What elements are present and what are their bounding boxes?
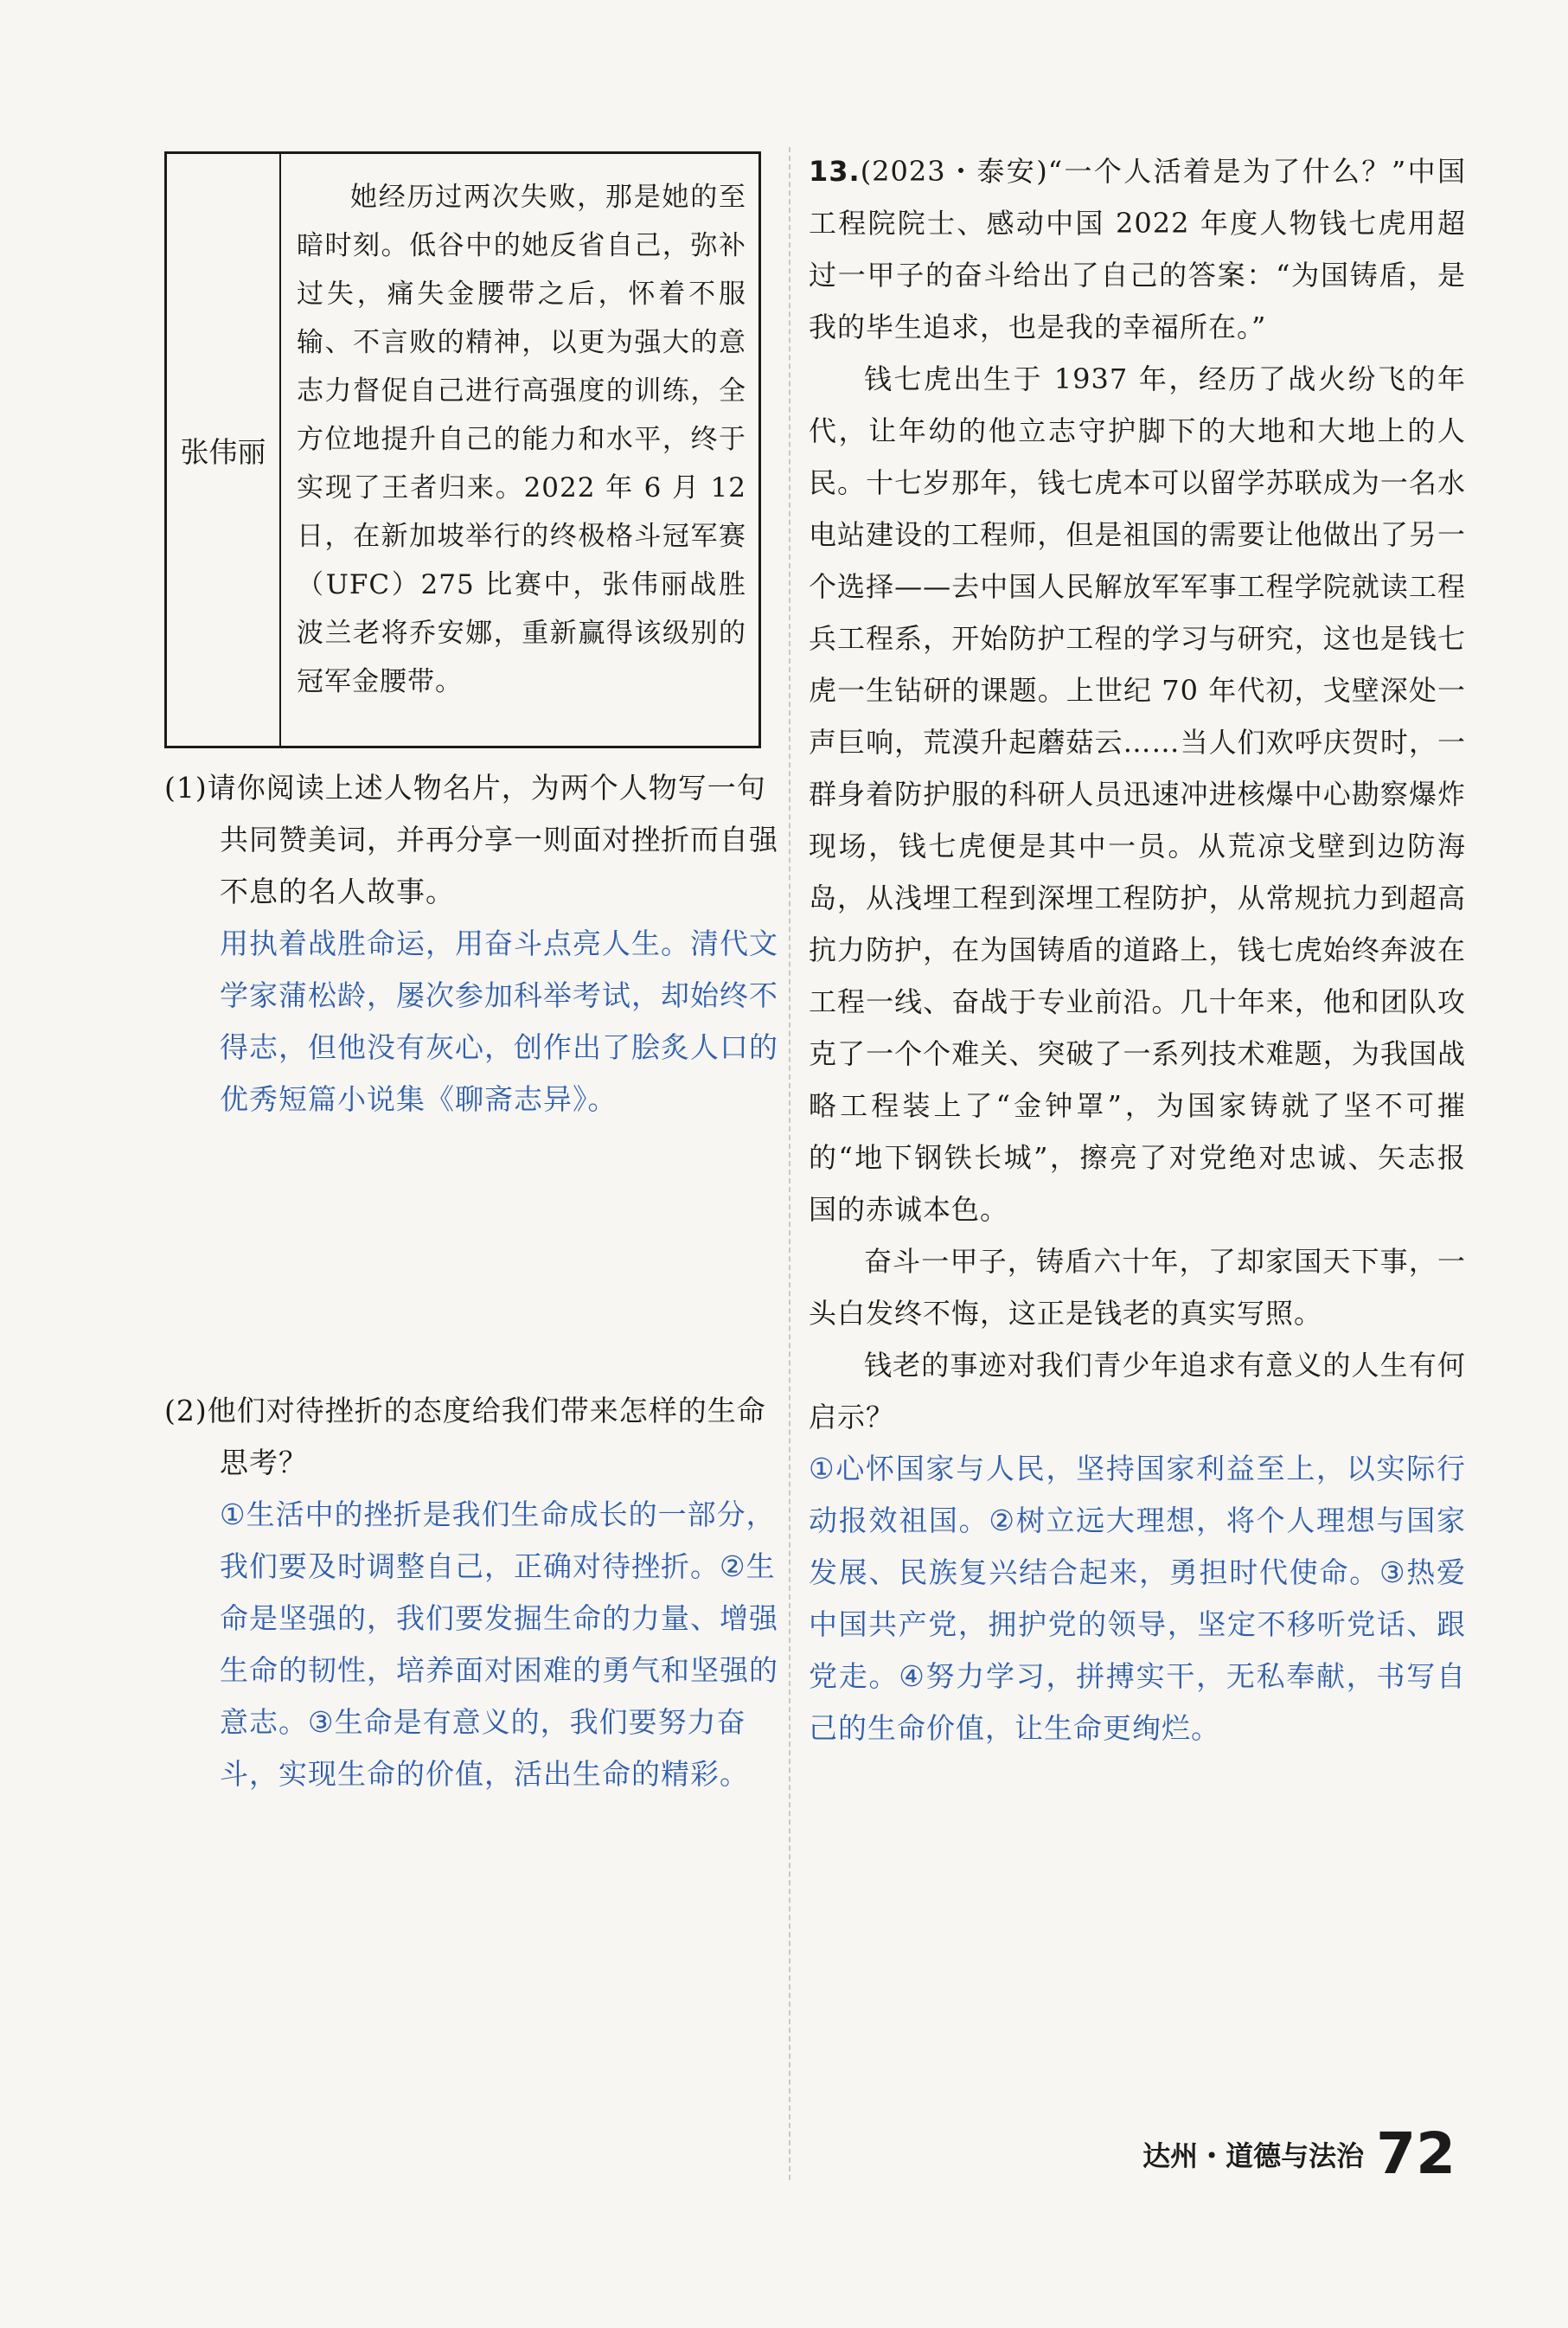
question-13-intro: 13.(2023・泰安)“一个人活着是为了什么？”中国工程院院士、感动中国 2022 年度人物钱七虎用超过一甲子的奋斗给出了自己的答案：“为国铸盾，是我的毕生追求，也是我的幸福所在。” — [809, 155, 1466, 343]
column-divider — [789, 147, 790, 2180]
right-column — [809, 145, 1466, 1754]
question-13-paragraph-1: 钱七虎出生于 1937 年，经历了战火纷飞的年代，让年幼的他立志守护脚下的大地和大地上的人民。十七岁那年，钱七虎本可以留学苏联成为一名水电站建设的工程师，但是祖国的需要让他做出了另一个选择——去中国人民解放军军事工程学院就读工程兵工程系，开始防护工程的学习与研究，这也是钱七虎一生钻研的课题。上世纪 70 年代初，戈壁深处一声巨响，荒漠升起蘑菇云……当人们欢呼庆贺时，一群身着防护服的科研人员迅速冲进核爆中心勘察爆炸现场，钱七虎便是其中一员。从荒凉戈壁到边防海岛，从浅埋工程到深埋工程防护，从常规抗力到超高抗力防护，在为国铸盾的道路上，钱七虎始终奔波在工程一线、奋战于专业前沿。几十年来，他和团队攻克了一个个难关、突破了一系列技术难题，为我国战略工程装上了“金钟罩”，为国家铸就了坚不可摧的“地下钢铁长城”，擦亮了对党绝对忠诚、矢志报国的赤诚本色。 — [809, 362, 1466, 1226]
question-13-paragraph-2: 奋斗一甲子，铸盾六十年，了却家国天下事，一头白发终不悔，这正是钱老的真实写照。 — [809, 1245, 1466, 1330]
book-series: 达州・道德与法治 — [1142, 2139, 1365, 2172]
question-2-label: (2) — [164, 1394, 208, 1427]
question-13-number: 13. — [809, 155, 861, 188]
answer-1: 用执着战胜命运，用奋斗点亮人生。清代文学家蒲松龄，屡次参加科举考试，却始终不得志，但他没有灰心，创作出了脍炙人口的优秀短篇小说集《聊斋志异》。 — [220, 927, 778, 1116]
question-1-text: 请你阅读上述人物名片，为两个人物写一句共同赞美词，并再分享一则面对挫折而自强不息的名人故事。 — [207, 771, 778, 908]
answer-13: ①心怀国家与人民，坚持国家利益至上，以实际行动报效祖国。②树立远大理想，将个人理想与国家发展、民族复兴结合起来，勇担时代使命。③热爱中国共产党，拥护党的领导，坚定不移听党话、跟党走。④努力学习，拼搏实干，无私奉献，书写自己的生命价值，让生命更绚烂。 — [809, 1452, 1466, 1745]
profile-name: 张伟丽 — [167, 154, 281, 746]
answer-2: ①生活中的挫折是我们生命成长的一部分，我们要及时调整自己，正确对待挫折。②生命是坚强的，我们要发掘生命的力量、增强生命的韧性，培养面对困难的勇气和坚强的意志。③生命是有意义的，我们要努力奋斗，实现生命的价值，活出生命的精彩。 — [220, 1497, 778, 1791]
profile-card — [164, 151, 761, 748]
question-1 — [164, 762, 778, 918]
page-number: 72 — [1376, 2120, 1456, 2187]
question-2 — [164, 1385, 778, 1489]
page-footer — [1142, 2120, 1456, 2187]
left-column — [164, 151, 778, 1800]
profile-bio: 她经历过两次失败，那是她的至暗时刻。低谷中的她反省自己，弥补过失，痛失金腰带之后，怀着不服输、不言败的精神，以更为强大的意志力督促自己进行高强度的训练，全方位地提升自己的能力和水平，终于实现了王者归来。2022 年 6 月 12 日，在新加坡举行的终极格斗冠军赛（UFC）275 比赛中，张伟丽战胜波兰老将乔安娜，重新赢得该级别的冠军金腰带。 — [297, 182, 746, 697]
question-13-prompt: 钱老的事迹对我们青少年追求有意义的人生有何启示？ — [809, 1349, 1466, 1433]
question-2-text: 他们对待挫折的态度给我们带来怎样的生命思考？ — [207, 1394, 766, 1479]
question-1-label: (1) — [164, 771, 208, 805]
